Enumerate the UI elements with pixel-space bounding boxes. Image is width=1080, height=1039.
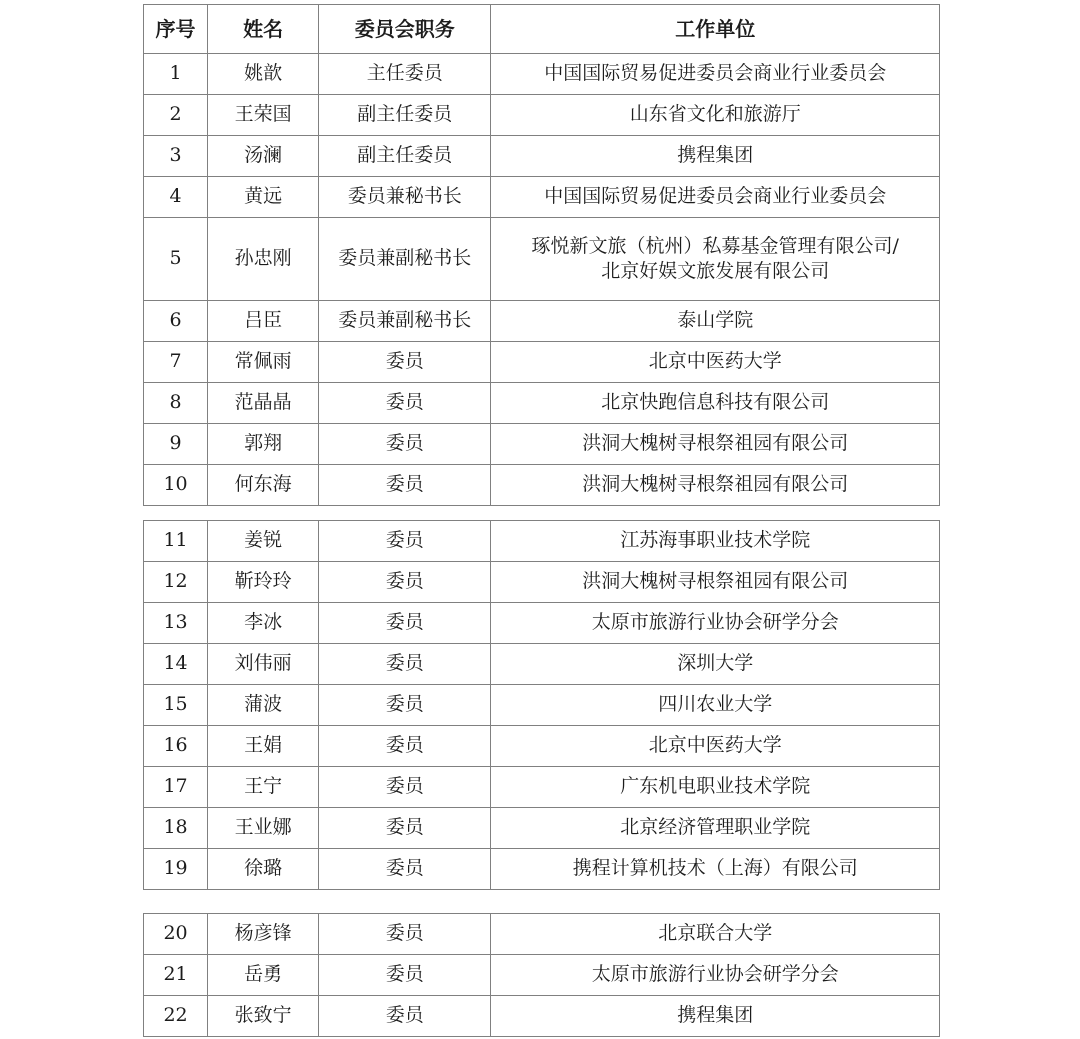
table-row [144,996,940,1037]
cell-work-unit: 携程集团 [491,136,940,177]
cell-index: 8 [144,383,208,424]
cell-name: 姜锐 [208,521,319,562]
column-header-unit: 工作单位 [491,5,940,54]
roster-table-continued [143,913,940,1037]
table-row [144,767,940,808]
cell-work-unit: 北京快跑信息科技有限公司 [491,383,940,424]
work-unit-line: 北京好娱文旅发展有限公司 [601,260,830,282]
cell-work-unit: 中国国际贸易促进委员会商业行业委员会 [491,54,940,95]
cell-role: 委员 [319,914,491,955]
cell-work-unit: 泰山学院 [491,301,940,342]
cell-role: 委员兼副秘书长 [319,218,491,301]
cell-index: 16 [144,726,208,767]
cell-name: 吕臣 [208,301,319,342]
cell-work-unit: 北京中医药大学 [491,726,940,767]
cell-role: 委员 [319,342,491,383]
cell-index: 19 [144,849,208,890]
cell-name: 靳玲玲 [208,562,319,603]
roster-table-continued [143,520,940,890]
cell-name: 王娟 [208,726,319,767]
cell-role: 委员兼副秘书长 [319,301,491,342]
cell-name: 王荣国 [208,95,319,136]
cell-work-unit: 洪洞大槐树寻根祭祖园有限公司 [491,562,940,603]
table-row [144,342,940,383]
cell-work-unit: 携程集团 [491,996,940,1037]
cell-work-unit: 太原市旅游行业协会研学分会 [491,603,940,644]
cell-work-unit: 四川农业大学 [491,685,940,726]
cell-work-unit: 太原市旅游行业协会研学分会 [491,955,940,996]
table-row [144,726,940,767]
column-header-name: 姓名 [208,5,319,54]
cell-index: 10 [144,465,208,506]
cell-role: 委员 [319,465,491,506]
cell-work-unit: 洪洞大槐树寻根祭祖园有限公司 [491,465,940,506]
table-row [144,955,940,996]
table-row [144,685,940,726]
cell-index: 13 [144,603,208,644]
cell-work-unit: 北京联合大学 [491,914,940,955]
cell-index: 5 [144,218,208,301]
cell-name: 刘伟丽 [208,644,319,685]
table-row [144,914,940,955]
cell-index: 12 [144,562,208,603]
cell-index: 3 [144,136,208,177]
cell-role: 委员 [319,424,491,465]
cell-index: 22 [144,996,208,1037]
cell-role: 委员 [319,849,491,890]
cell-name: 蒲波 [208,685,319,726]
cell-work-unit: 中国国际贸易促进委员会商业行业委员会 [491,177,940,218]
cell-work-unit: 北京经济管理职业学院 [491,808,940,849]
cell-role: 委员 [319,726,491,767]
cell-role: 委员 [319,562,491,603]
cell-index: 14 [144,644,208,685]
cell-index: 4 [144,177,208,218]
table-row [144,465,940,506]
table-row [144,808,940,849]
cell-name: 范晶晶 [208,383,319,424]
cell-name: 姚歆 [208,54,319,95]
cell-role: 主任委员 [319,54,491,95]
cell-role: 委员 [319,685,491,726]
cell-index: 18 [144,808,208,849]
cell-work-unit: 深圳大学 [491,644,940,685]
cell-role: 委员 [319,383,491,424]
table-row [144,644,940,685]
cell-role: 副主任委员 [319,136,491,177]
cell-name: 张致宁 [208,996,319,1037]
cell-name: 孙忠刚 [208,218,319,301]
cell-index: 6 [144,301,208,342]
cell-role: 委员 [319,996,491,1037]
table-row [144,301,940,342]
cell-work-unit: 广东机电职业技术学院 [491,767,940,808]
cell-role: 委员 [319,644,491,685]
cell-work-unit: 北京中医药大学 [491,342,940,383]
table-row [144,177,940,218]
cell-role: 副主任委员 [319,95,491,136]
cell-role: 委员 [319,955,491,996]
roster-table [143,4,940,506]
cell-index: 11 [144,521,208,562]
cell-name: 王宁 [208,767,319,808]
cell-name: 李冰 [208,603,319,644]
cell-work-unit: 洪洞大槐树寻根祭祖园有限公司 [491,424,940,465]
table-row [144,383,940,424]
cell-index: 2 [144,95,208,136]
cell-work-unit: 江苏海事职业技术学院 [491,521,940,562]
cell-work-unit: 携程计算机技术（上海）有限公司 [491,849,940,890]
cell-name: 黄远 [208,177,319,218]
cell-name: 郭翔 [208,424,319,465]
cell-name: 常佩雨 [208,342,319,383]
cell-work-unit [491,218,940,301]
cell-index: 21 [144,955,208,996]
table-row [144,603,940,644]
column-header-role: 委员会职务 [319,5,491,54]
cell-name: 何东海 [208,465,319,506]
table-row [144,849,940,890]
cell-index: 1 [144,54,208,95]
table-row [144,54,940,95]
table-row [144,424,940,465]
cell-name: 徐璐 [208,849,319,890]
cell-name: 汤澜 [208,136,319,177]
cell-role: 委员 [319,603,491,644]
cell-role: 委员兼秘书长 [319,177,491,218]
cell-index: 17 [144,767,208,808]
table-row [144,562,940,603]
table-row [144,521,940,562]
table-row [144,95,940,136]
cell-name: 王业娜 [208,808,319,849]
cell-index: 7 [144,342,208,383]
cell-index: 15 [144,685,208,726]
cell-name: 杨彦锋 [208,914,319,955]
table-row [144,218,940,301]
cell-role: 委员 [319,521,491,562]
cell-index: 9 [144,424,208,465]
table-row [144,136,940,177]
cell-role: 委员 [319,767,491,808]
work-unit-line: 琢悦新文旅（杭州）私募基金管理有限公司/ [531,234,899,257]
cell-name: 岳勇 [208,955,319,996]
cell-role: 委员 [319,808,491,849]
cell-work-unit: 山东省文化和旅游厅 [491,95,940,136]
table-header-row [144,5,940,54]
column-header-index: 序号 [144,5,208,54]
cell-index: 20 [144,914,208,955]
